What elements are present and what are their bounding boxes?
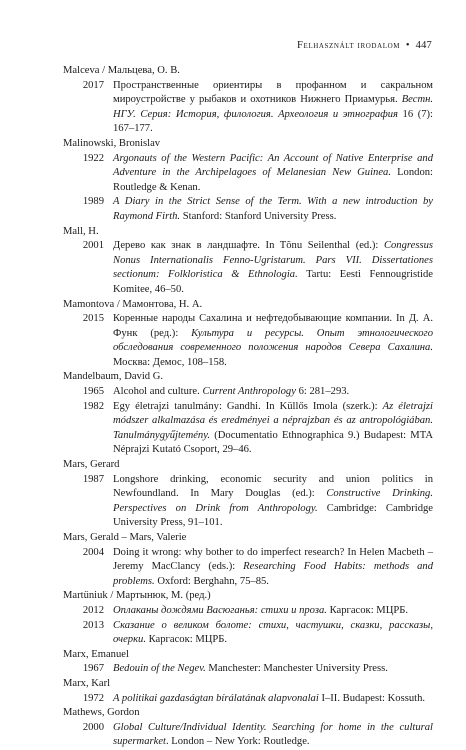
entry-text-part: Дерево как знак в ландшафте. In Tõnu Seilenthal (ed.): [113,240,384,252]
entry-text-part: Каргасок: МЦРБ. [145,634,228,646]
entry-year: 2012 [82,604,104,616]
entry-title-italic: Az életrajzi módszer alkalmazása és eredményei a néprajzban és az antropológiában. Tanulmánygyűjtemény. [113,400,433,441]
bibliography-entry [63,546,433,590]
entry-text-part: Пространственные ориентиры в профанном и сакральном мироустройстве у рыбаков и охотников Нижнего Приамурья. [113,79,433,106]
entry-text-part: . London – New York: Routledge. [165,736,310,748]
entry-title-italic: Global Culture/Individual Identity. Searching for home in the cultural supermarket [113,721,433,748]
bibliography-entry [63,604,433,619]
entry-text [113,473,433,531]
bibliography-entry [63,239,433,297]
entry-year: 2001 [82,240,104,252]
page-number: 447 [415,40,432,51]
entry-title-italic: Current Anthropology [202,386,296,398]
bibliography-author: Malinowski, Bronislav [63,137,161,149]
entry-text-part: Doing it wrong: why bother to do imperfect research? In Helen Macbeth – Jeremy MacClancy (eds.): [113,546,433,573]
bibliography-entry [63,400,433,458]
entry-year: 1967 [82,663,104,675]
entry-text-part: Коренные народы Сахалина и нефтедобывающие компании. In Д. А. Функ (ред.): [113,313,433,339]
bibliography-author: Marx, Emanuel [63,648,129,660]
entry-year: 2013 [82,619,104,631]
entry-title-italic: A Diary in the Strict Sense of the Term. With a new introduction by Raymond Firth. [113,196,433,222]
entry-title-italic: A politikai gazdaságtan bírálatának alapvonalai [113,692,319,704]
bibliography-author: Malceva / Мальцева, О. В. [63,65,180,76]
entry-year: 2017 [82,79,104,91]
running-head-separator: • [405,40,410,51]
bibliography-entry [63,385,433,400]
entry-text-part: Longshore drinking, economic security and union politics in Newfoundland. In Mary Douglas (ed.): [113,473,433,500]
bibliography-entry [63,662,433,677]
entry-text-part: 6: 281–293. [295,386,350,398]
entry-text [113,400,433,458]
entry-text [113,692,433,707]
bibliography-entry [63,312,433,370]
entry-year: 1972 [82,692,104,704]
entry-title-italic: Оплаканы дождями Васюганья: стихи и проза. [113,604,327,616]
bibliography-entry [63,195,433,224]
entry-text-part: Oxford: Berghahn, 75–85. [154,575,269,587]
bibliography-entry [63,473,433,531]
entry-year: 1989 [82,196,104,208]
entry-text-part: Manchester: Manchester University Press. [205,663,388,675]
entry-text-part: Alcohol and culture. [113,386,203,398]
entry-text [113,79,433,137]
bibliography-entry [63,152,433,196]
entry-text [113,619,433,648]
entry-text [113,312,433,370]
entry-title-italic: Congressus Nonus Internationalis Fenno-Ugristarum. Pars VII. Dissertationes sectionum: Folkloristica & Ethnologia. [113,240,433,281]
entry-text-part: Каргасок: МЦРБ. [326,604,408,616]
entry-title-italic: Researching Food Habits: methods and problems. [113,561,434,587]
entry-year: 2004 [82,546,104,558]
bibliography-author: Mandelbaum, David G. [63,371,164,383]
entry-text-part: Tartu: Eesti Fennougristide Komitee, 46–50. [113,269,433,295]
entry-text [113,662,433,677]
bibliography-author: Marx, Karl [63,677,111,689]
entry-text-part: Cambridge: Cambridge University Press, 91–101. [113,502,433,529]
entry-year: 1982 [82,400,104,412]
bibliography-entry [63,692,433,707]
bibliography-author: Mathews, Gordon [63,707,140,719]
bibliography-author: Mall, H. [63,225,99,237]
bibliography-entry [63,619,433,648]
entry-text [113,604,433,619]
entry-text-part: Egy életrajzi tanulmány: Gandhi. In Küllős Imola (szerk.): [113,400,383,412]
entry-title-italic: Bedouin of the Negev. [113,663,206,675]
entry-year: 2015 [82,313,104,325]
entry-text [113,721,433,750]
entry-title-italic: Культура и ресурсы. Опыт этнологического обследования современного положения народов Севера Сахалина. [113,327,433,354]
entry-year: 1987 [82,473,104,485]
entry-year: 2000 [82,721,104,733]
entry-text-part: Москва: Демос, 108–158. [113,356,227,368]
bibliography-entry [63,721,433,750]
bibliography-author: Mars, Gerard [63,459,120,471]
entry-text-part: London: Routledge & Kenan. [113,167,433,193]
entry-title-italic: Вестн. НГУ. Серия: История, филология. Археология и этнография [113,94,433,120]
entry-text [113,195,433,224]
entry-title-italic: Сказание о великом болоте: стихи, частушки, сказки, рассказы, очерки. [113,619,433,646]
entry-text-part: 16 (7): 167–177. [113,108,433,135]
bibliography-list [63,64,433,750]
bibliography-entry [63,79,433,137]
entry-text [113,239,433,297]
entry-year: 1922 [82,152,104,164]
bibliography-author: Mars, Gerald – Mars, Valerie [63,532,187,543]
running-head [297,40,432,51]
entry-text-part: I–II. Budapest: Kossuth. [318,692,426,704]
entry-text [113,546,433,590]
bibliography-author: Mamontova / Мамонтова, Н. А. [63,298,203,310]
entry-text [113,152,433,196]
entry-title-italic: Constructive Drinking. Perspectives on Drink from Anthropology. [113,488,434,514]
running-head-title: Felhasznált irodalom [297,40,401,51]
entry-year: 1965 [82,386,104,398]
entry-text-part: Stanford: Stanford University Press. [180,210,337,222]
bibliography-author: Martüniuk / Мартынюк, М. (ред.) [63,590,211,602]
entry-title-italic: Argonauts of the Western Pacific: An Account of Native Enterprise and Adventure in the Archipelagoes of Melanesian New Guinea. [113,152,433,179]
entry-text-part: (Documentatio Ethnographica 9.) Budapest: MTA Néprajzi Kutató Csoport, 29–46. [113,429,433,456]
entry-text [113,385,433,400]
